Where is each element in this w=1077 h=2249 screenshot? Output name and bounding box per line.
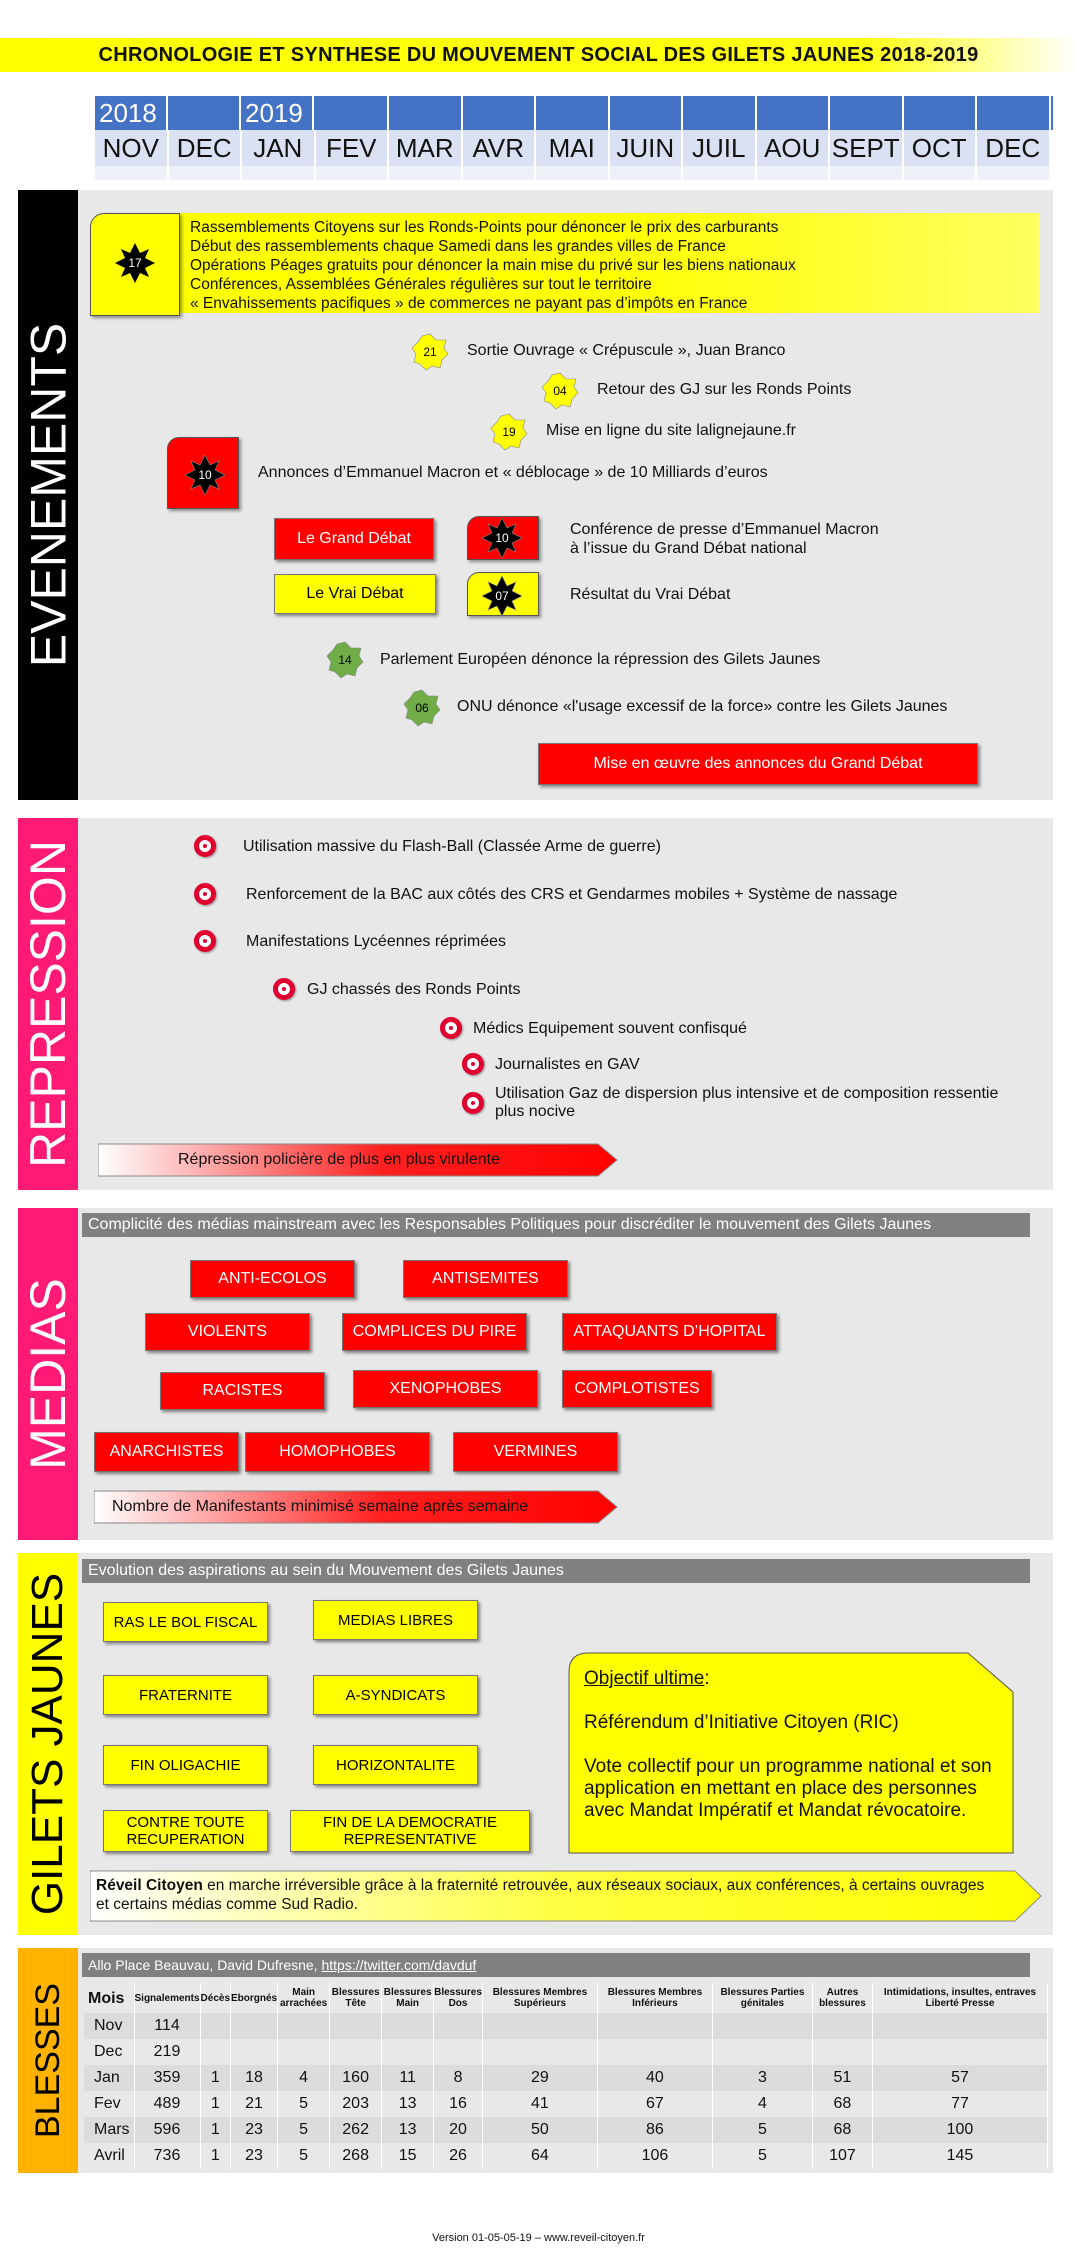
- table-cell: [278, 2039, 330, 2065]
- medias-arrow-text: Nombre de Manifestants minimisé semaine après semaine: [112, 1498, 529, 1515]
- date-badge-17: 17: [115, 243, 155, 283]
- table-cell: 11: [382, 2065, 434, 2091]
- table-cell: [382, 2039, 434, 2065]
- media-tag: XENOPHOBES: [353, 1370, 538, 1408]
- table-cell: 1: [200, 2143, 230, 2169]
- blesses-source: Allo Place Beauvau, David Dufresne,: [88, 1957, 322, 1973]
- month-sept: SEPT: [830, 130, 904, 166]
- objectif-colon: :: [704, 1668, 710, 1689]
- media-tag: ANTISEMITES: [403, 1260, 568, 1298]
- repression-item: Journalistes en GAV: [495, 1056, 640, 1073]
- year-2019: 2019: [241, 96, 314, 130]
- month-oct: OCT: [904, 130, 978, 166]
- table-cell: [812, 2039, 872, 2065]
- table-cell: 5: [712, 2117, 812, 2143]
- event-text: Résultat du Vrai Débat: [570, 586, 731, 603]
- blesses-column-header: Blessures Membres Inférieurs: [597, 1983, 712, 2013]
- table-cell: 20: [434, 2117, 483, 2143]
- month-mai: MAI: [536, 130, 610, 166]
- media-tag: ANTI-ECOLOS: [190, 1260, 355, 1298]
- year-divider: [387, 96, 389, 130]
- table-cell: 5: [712, 2143, 812, 2169]
- month-spacer: [536, 166, 610, 180]
- table-cell: 23: [231, 2117, 278, 2143]
- media-tag: VERMINES: [453, 1432, 618, 1472]
- first-event-line: Opérations Péages gratuits pour dénoncer la main mise du privé sur les biens nationaux: [190, 257, 796, 274]
- gilets-tag: FIN DE LA DEMOCRATIE REPRESENTATIVE: [290, 1810, 530, 1852]
- date-badge-14: [325, 640, 365, 680]
- table-row: [84, 2039, 1048, 2065]
- table-cell: 16: [434, 2091, 483, 2117]
- repression-label: REPRESSION: [18, 818, 78, 1190]
- first-event-line: Rassemblements Citoyens sur les Ronds-Points pour dénoncer le prix des carburants: [190, 219, 779, 236]
- month-spacer: [242, 166, 316, 180]
- event-text: Parlement Européen dénonce la répression des Gilets Jaunes: [380, 651, 821, 668]
- repression-item: Manifestations Lycéennes réprimées: [246, 933, 506, 950]
- table-cell: 77: [872, 2091, 1047, 2117]
- table-cell: 1: [200, 2065, 230, 2091]
- table-cell: 359: [134, 2065, 200, 2091]
- media-tag: VIOLENTS: [145, 1313, 310, 1351]
- first-event-line: « Envahissements pacifiques » de commerces ne payant pas d’impôts en France: [190, 295, 748, 312]
- media-tag: ANARCHISTES: [94, 1432, 239, 1472]
- table-cell: 41: [482, 2091, 597, 2117]
- table-cell: [278, 2013, 330, 2039]
- gilets-tag: FRATERNITE: [103, 1675, 268, 1715]
- year-divider: [1049, 96, 1051, 130]
- timeline-year-fill: [314, 96, 1053, 130]
- month-spacer: [830, 166, 904, 180]
- month-spacer: [169, 166, 243, 180]
- date-badge-label: 21: [423, 345, 437, 359]
- month-juin: JUIN: [610, 130, 684, 166]
- repression-bullet-icon: [194, 930, 216, 952]
- repression-bullet-icon: [462, 1092, 484, 1114]
- date-badge-label: 10: [495, 531, 509, 545]
- blesses-column-header: Signalements: [134, 1983, 200, 2013]
- gilets-tag: MEDIAS LIBRES: [313, 1600, 478, 1640]
- media-tag: HOMOPHOBES: [245, 1432, 430, 1472]
- media-tag: COMPLOTISTES: [562, 1370, 712, 1408]
- objectif-ric: Référendum d’Initiative Citoyen (RIC): [584, 1712, 899, 1733]
- table-cell: 596: [134, 2117, 200, 2143]
- table-cell: 1: [200, 2091, 230, 2117]
- blesses-column-header: Autres blessures: [812, 1983, 872, 2013]
- gilets-tag: RAS LE BOL FISCAL: [103, 1602, 268, 1642]
- table-cell: [231, 2013, 278, 2039]
- table-cell: 51: [812, 2065, 872, 2091]
- table-cell: [434, 2039, 483, 2065]
- blesses-header-row: [84, 1983, 1048, 2013]
- month-jan: JAN: [242, 130, 316, 166]
- table-cell: [597, 2039, 712, 2065]
- medias-arrow: [94, 1490, 618, 1524]
- table-cell: 26: [434, 2143, 483, 2169]
- event-text: Annonces d’Emmanuel Macron et « déblocage » de 10 Milliards d’euros: [258, 464, 768, 481]
- table-cell: [482, 2013, 597, 2039]
- table-cell: [812, 2013, 872, 2039]
- month-dec: DEC: [169, 130, 243, 166]
- month-dec: DEC: [977, 130, 1051, 166]
- date-badge-label: 10: [198, 468, 212, 482]
- objectif-description: Vote collectif pour un programme national et son application en mettant en place des personnes avec Mandat Impératif et Mandat révocatoire.: [584, 1756, 992, 1821]
- event-text: ONU dénonce «l'usage excessif de la force» contre les Gilets Jaunes: [457, 698, 948, 715]
- blesses-column-header: Blessures Tête: [330, 1983, 382, 2013]
- gilets-header: Evolution des aspirations au sein du Mouvement des Gilets Jaunes: [82, 1559, 1030, 1583]
- month-spacer: [610, 166, 684, 180]
- event-text: Mise en ligne du site lalignejaune.fr: [546, 422, 796, 439]
- first-event-line: Début des rassemblements chaque Samedi dans les grandes villes de France: [190, 238, 726, 255]
- evenements-label: EVENEMENTS: [18, 190, 78, 800]
- reveil-arrow: [90, 1870, 1042, 1922]
- month-spacer: [904, 166, 978, 180]
- year-blank: [168, 96, 241, 130]
- table-cell: [482, 2039, 597, 2065]
- table-cell: 50: [482, 2117, 597, 2143]
- year-divider: [828, 96, 830, 130]
- blesses-column-header: Eborgnés: [231, 1983, 278, 2013]
- objectif-text: [584, 1668, 1004, 1822]
- table-cell: 8: [434, 2065, 483, 2091]
- blesses-column-header: Main arrachées: [278, 1983, 330, 2013]
- date-badge-07: [482, 576, 522, 616]
- month-spacer: [389, 166, 463, 180]
- table-cell: 268: [330, 2143, 382, 2169]
- table-cell: 18: [231, 2065, 278, 2091]
- table-cell: 489: [134, 2091, 200, 2117]
- month-fev: FEV: [316, 130, 390, 166]
- year-2018: 2018: [95, 96, 168, 130]
- repression-bullet-icon: [194, 883, 216, 905]
- table-cell: [330, 2039, 382, 2065]
- table-cell: 114: [134, 2013, 200, 2039]
- objectif-title: Objectif ultime: [584, 1668, 705, 1689]
- month-mar: MAR: [389, 130, 463, 166]
- objectif-box: [568, 1652, 1014, 1854]
- table-cell: 1: [200, 2117, 230, 2143]
- blesses-column-header: Blessures Membres Supérieurs: [482, 1983, 597, 2013]
- medias-label: MEDIAS: [18, 1208, 78, 1540]
- repression-arrow: [98, 1143, 618, 1177]
- gilets-tag: A-SYNDICATS: [313, 1675, 478, 1715]
- table-row: [84, 2117, 1048, 2143]
- table-row: [84, 2065, 1048, 2091]
- month-spacer: [463, 166, 537, 180]
- blesses-column-header: Mois: [84, 1983, 134, 2013]
- blesses-column-header: Décès: [200, 1983, 230, 2013]
- repression-item: Utilisation massive du Flash-Ball (Classée Arme de guerre): [243, 838, 661, 855]
- table-cell: 5: [278, 2091, 330, 2117]
- table-cell: 160: [330, 2065, 382, 2091]
- event-text: Conférence de presse d’Emmanuel Macron à l’issue du Grand Débat national: [570, 521, 879, 557]
- month-juil: JUIL: [683, 130, 757, 166]
- repression-bullet-icon: [194, 835, 216, 857]
- table-cell: Avril: [84, 2143, 134, 2169]
- table-cell: 100: [872, 2117, 1047, 2143]
- table-cell: [231, 2039, 278, 2065]
- table-cell: 4: [278, 2065, 330, 2091]
- table-cell: 23: [231, 2143, 278, 2169]
- table-row: [84, 2091, 1048, 2117]
- blesses-table: [84, 1983, 1048, 2169]
- first-event-line: Conférences, Assemblées Générales régulières sur tout le territoire: [190, 276, 652, 293]
- table-cell: [872, 2039, 1047, 2065]
- blesses-column-header: Blessures Main: [382, 1983, 434, 2013]
- table-cell: 107: [812, 2143, 872, 2169]
- table-cell: [434, 2013, 483, 2039]
- year-divider: [534, 96, 536, 130]
- repression-item: GJ chassés des Ronds Points: [307, 981, 521, 998]
- table-cell: [712, 2013, 812, 2039]
- table-cell: 145: [872, 2143, 1047, 2169]
- reveil-text: [96, 1876, 996, 1914]
- date-badge-10: [185, 455, 225, 495]
- grand-debat-box: Le Grand Débat: [274, 518, 434, 560]
- date-badge-label: 19: [502, 425, 516, 439]
- repression-item: Utilisation Gaz de dispersion plus intensive et de composition ressentie plus nocive: [495, 1085, 999, 1120]
- table-cell: Dec: [84, 2039, 134, 2065]
- date-badge-06: [402, 688, 442, 728]
- blesses-column-header: Blessures Parties génitales: [712, 1983, 812, 2013]
- year-divider: [681, 96, 683, 130]
- blesses-header: [82, 1953, 1030, 1977]
- table-cell: Nov: [84, 2013, 134, 2039]
- table-cell: 68: [812, 2117, 872, 2143]
- table-cell: 4: [712, 2091, 812, 2117]
- mise-en-oeuvre-box: Mise en œuvre des annonces du Grand Débat: [538, 743, 978, 785]
- media-tag: COMPLICES DU PIRE: [342, 1313, 527, 1351]
- year-divider: [461, 96, 463, 130]
- page-title: CHRONOLOGIE ET SYNTHESE DU MOUVEMENT SOCIAL DES GILETS JAUNES 2018-2019: [0, 38, 1077, 72]
- table-cell: 57: [872, 2065, 1047, 2091]
- table-cell: [597, 2013, 712, 2039]
- table-cell: 219: [134, 2039, 200, 2065]
- table-cell: 262: [330, 2117, 382, 2143]
- table-cell: 5: [278, 2117, 330, 2143]
- media-tag: RACISTES: [160, 1372, 325, 1410]
- month-aou: AOU: [757, 130, 831, 166]
- date-badge-label: 07: [495, 589, 509, 603]
- table-cell: [200, 2013, 230, 2039]
- medias-header: Complicité des médias mainstream avec les Responsables Politiques pour discréditer le mouvement des Gilets Jaunes: [82, 1213, 1030, 1237]
- table-cell: [330, 2013, 382, 2039]
- year-divider: [902, 96, 904, 130]
- table-cell: 15: [382, 2143, 434, 2169]
- table-cell: 40: [597, 2065, 712, 2091]
- table-cell: 106: [597, 2143, 712, 2169]
- month-avr: AVR: [463, 130, 537, 166]
- year-divider: [975, 96, 977, 130]
- table-cell: [872, 2013, 1047, 2039]
- event-text: Retour des GJ sur les Ronds Points: [597, 381, 852, 398]
- table-cell: [382, 2013, 434, 2039]
- reveil-bold: Réveil Citoyen: [96, 1877, 203, 1894]
- date-badge-19: [489, 412, 529, 452]
- repression-bullet-icon: [462, 1053, 484, 1075]
- gilets-tag: FIN OLIGACHIE: [103, 1745, 268, 1785]
- month-spacer: [95, 166, 169, 180]
- reveil-rest: en marche irréversible grâce à la fraternité retrouvée, aux réseaux sociaux, aux conférences, à certains ouvrages et certains médias comme Sud Radio.: [96, 1877, 985, 1913]
- repression-item: Médics Equipement souvent confisqué: [473, 1020, 747, 1037]
- year-divider: [608, 96, 610, 130]
- table-cell: Mars: [84, 2117, 134, 2143]
- table-cell: 21: [231, 2091, 278, 2117]
- date-badge-label: 04: [553, 384, 567, 398]
- table-cell: 5: [278, 2143, 330, 2169]
- date-badge-10: [482, 518, 522, 558]
- year-divider: [755, 96, 757, 130]
- gilets-label: GILETS JAUNES: [18, 1553, 78, 1935]
- table-cell: 736: [134, 2143, 200, 2169]
- table-cell: 203: [330, 2091, 382, 2117]
- table-cell: Fev: [84, 2091, 134, 2117]
- blesses-label: BLESSES: [18, 1948, 78, 2173]
- month-spacer: [316, 166, 390, 180]
- date-badge-label: 06: [415, 701, 429, 715]
- date-badge-21: [410, 332, 450, 372]
- table-cell: 13: [382, 2117, 434, 2143]
- repression-panel: [78, 818, 1053, 1190]
- date-badge-04: [540, 371, 580, 411]
- table-cell: 3: [712, 2065, 812, 2091]
- blesses-link[interactable]: https://twitter.com/davduf: [321, 1957, 477, 1973]
- table-cell: 67: [597, 2091, 712, 2117]
- table-cell: 13: [382, 2091, 434, 2117]
- repression-item: Renforcement de la BAC aux côtés des CRS et Gendarmes mobiles + Système de nassage: [246, 886, 898, 903]
- date-badge-label: 14: [338, 653, 352, 667]
- table-cell: 86: [597, 2117, 712, 2143]
- table-cell: 64: [482, 2143, 597, 2169]
- table-cell: 68: [812, 2091, 872, 2117]
- month-nov: NOV: [95, 130, 169, 166]
- table-cell: [712, 2039, 812, 2065]
- event-text: Sortie Ouvrage « Crépuscule », Juan Branco: [467, 342, 786, 359]
- month-spacer: [683, 166, 757, 180]
- gilets-tag: CONTRE TOUTE RECUPERATION: [103, 1810, 268, 1852]
- table-row: [84, 2013, 1048, 2039]
- footer: Version 01-05-05-19 – www.reveil-citoyen.fr: [432, 2232, 645, 2244]
- blesses-column-header: Blessures Dos: [434, 1983, 483, 2013]
- repression-arrow-text: Répression policière de plus en plus virulente: [178, 1151, 500, 1168]
- month-spacer: [977, 166, 1051, 180]
- table-cell: Jan: [84, 2065, 134, 2091]
- repression-bullet-icon: [273, 978, 295, 1000]
- month-spacer: [757, 166, 831, 180]
- gilets-tag: HORIZONTALITE: [313, 1745, 478, 1785]
- media-tag: ATTAQUANTS D’HOPITAL: [562, 1313, 777, 1351]
- vrai-debat-box: Le Vrai Débat: [274, 574, 436, 614]
- repression-bullet-icon: [440, 1017, 462, 1039]
- table-cell: 29: [482, 2065, 597, 2091]
- table-cell: [200, 2039, 230, 2065]
- table-row: [84, 2143, 1048, 2169]
- first-event-lines: [190, 218, 796, 313]
- blesses-column-header: Intimidations, insultes, entraves Liberté Presse: [872, 1983, 1047, 2013]
